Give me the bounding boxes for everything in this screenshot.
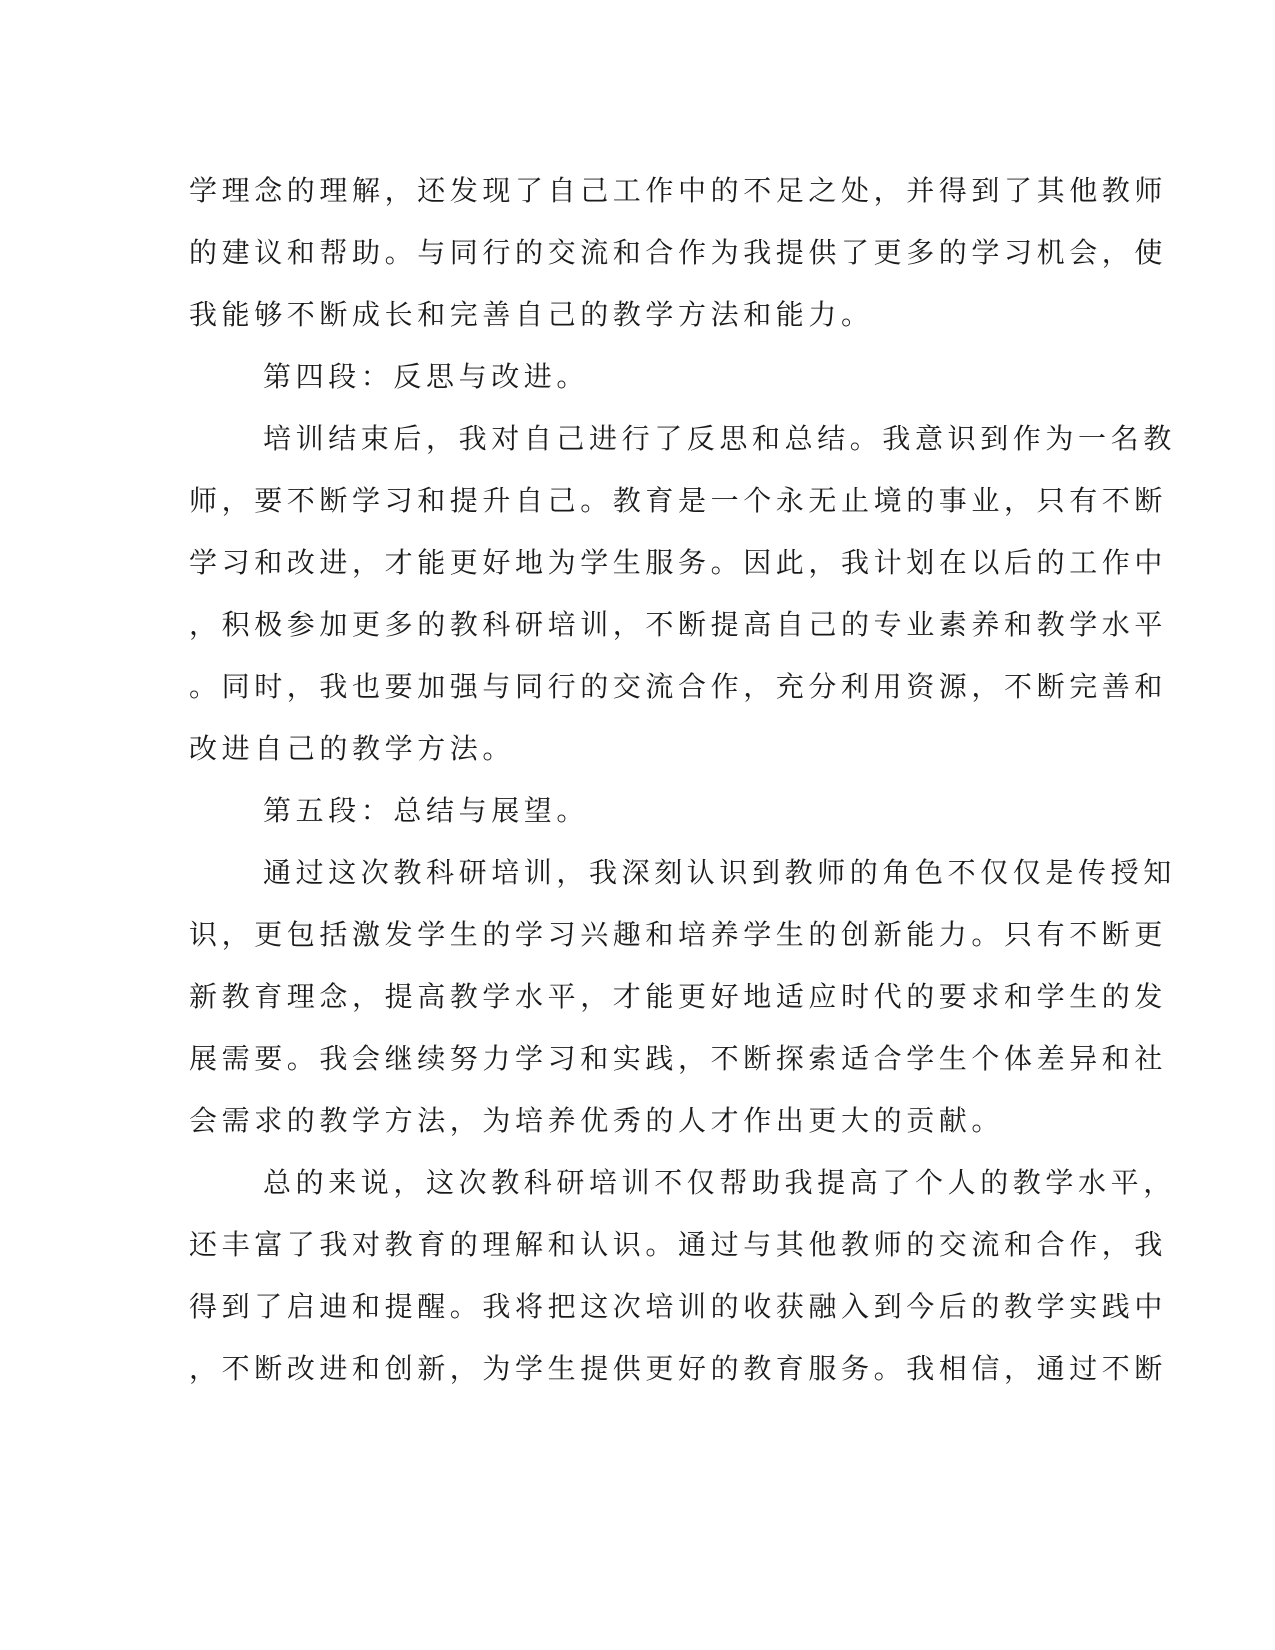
text-line: 学习和改进，才能更好地为学生服务。因此，我计划在以后的工作中	[189, 546, 1168, 579]
text-line: 识，更包括激发学生的学习兴趣和培养学生的创新能力。只有不断更	[189, 918, 1168, 951]
text-line: 还丰富了我对教育的理解和认识。通过与其他教师的交流和合作，我	[189, 1228, 1168, 1261]
text-line: 会需求的教学方法，为培养优秀的人才作出更大的贡献。	[189, 1104, 1005, 1137]
text-line: ，积极参加更多的教科研培训，不断提高自己的专业素养和教学水平	[189, 608, 1168, 641]
section-heading-4: 第四段：反思与改进。	[263, 360, 590, 393]
text-line: 总的来说，这次教科研培训不仅帮助我提高了个人的教学水平，	[263, 1166, 1176, 1199]
text-line: 改进自己的教学方法。	[189, 732, 516, 765]
text-line: ，不断改进和创新，为学生提供更好的教育服务。我相信，通过不断	[189, 1352, 1168, 1385]
text-line: 的建议和帮助。与同行的交流和合作为我提供了更多的学习机会，使	[189, 236, 1168, 269]
section-heading-5: 第五段：总结与展望。	[263, 794, 590, 827]
document-body	[189, 160, 1176, 1400]
text-line: 培训结束后，我对自己进行了反思和总结。我意识到作为一名教	[263, 422, 1176, 455]
text-line: 学理念的理解，还发现了自己工作中的不足之处，并得到了其他教师	[189, 174, 1168, 207]
text-line: 展需要。我会继续努力学习和实践，不断探索适合学生个体差异和社	[189, 1042, 1168, 1075]
text-line: 得到了启迪和提醒。我将把这次培训的收获融入到今后的教学实践中	[189, 1290, 1168, 1323]
text-line: 通过这次教科研培训，我深刻认识到教师的角色不仅仅是传授知	[263, 856, 1176, 889]
text-line: 。同时，我也要加强与同行的交流合作，充分利用资源，不断完善和	[189, 670, 1168, 703]
text-line: 我能够不断成长和完善自己的教学方法和能力。	[189, 298, 874, 331]
text-line: 新教育理念，提高教学水平，才能更好地适应时代的要求和学生的发	[189, 980, 1168, 1013]
text-line: 师，要不断学习和提升自己。教育是一个永无止境的事业，只有不断	[189, 484, 1168, 517]
